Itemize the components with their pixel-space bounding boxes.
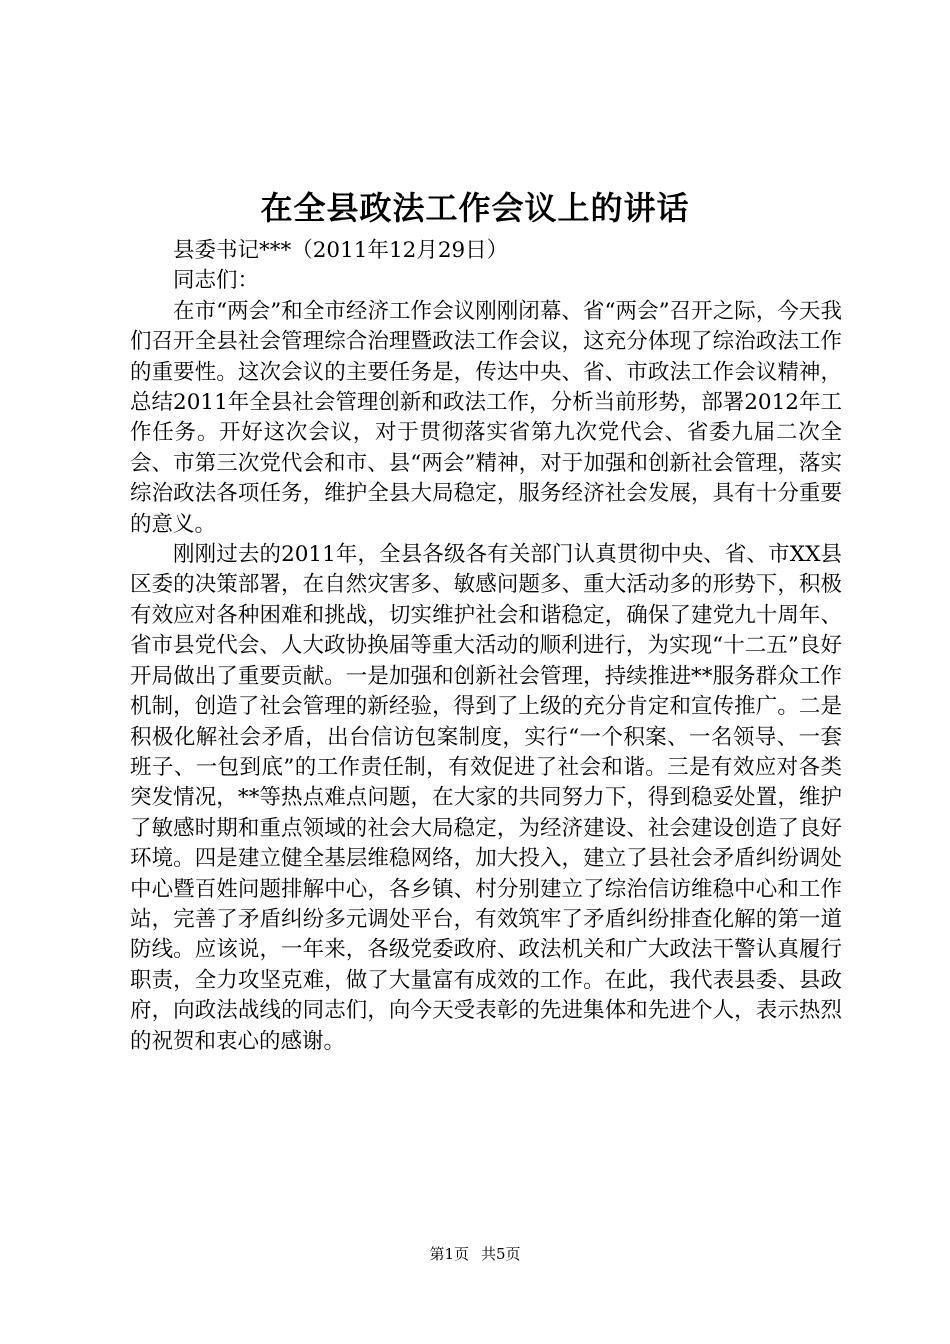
page-number: 第1页 <box>429 1245 469 1263</box>
byline: 县委书记***（2011年12月29日） <box>173 238 509 263</box>
document-body <box>130 236 842 1057</box>
page-footer <box>0 1244 950 1264</box>
salutation: 同志们： <box>173 268 260 294</box>
page-total: 共5页 <box>481 1245 521 1263</box>
paragraph-2: 刚刚过去的2011年，全县各级各有关部门认真贯彻中央、省、市XX县区委的决策部署，在自然灾害多、敏感问题多、重大活动多的形势下，积极有效应对各种困难和挑战，切实维护社会和谐稳定，确保了建党九十周年、省市县党代会、人大政协换届等重大活动的顺利进行，为实现“十二五”良好开局做出了重要贡献。一是加强和创新社会管理，持续推进**服务群众工作机制，创造了社会管理的新经验，得到了上级的充分肯定和宣传推广。二是积极化解社会矛盾，出台信访包案制度，实行“一个积案、一名领导、一套班子、一包到底”的工作责任制，有效促进了社会和谐。三是有效应对各类突发情况，**等热点难点问题，在大家的共同努力下，得到稳妥处置，维护了敏感时期和重点领域的社会大局稳定，为经济建设、社会建设创造了良好环境。四是建立健全基层维稳网络，加大投入，建立了县社会矛盾纠纷调处中心暨百姓问题排解中心，各乡镇、村分别建立了综治信访维稳中心和工作站，完善了矛盾纠纷多元调处平台，有效筑牢了矛盾纠纷排查化解的第一道防线。应该说，一年来，各级党委政府、政法机关和广大政法干警认真履行职责，全力攻坚克难，做了大量富有成效的工作。在此，我代表县委、县政府，向政法战线的同志们，向今天受表彰的先进集体和先进个人，表示热烈的祝贺和衷心的感谢。 <box>130 542 842 1054</box>
paragraph-1: 在市“两会”和全市经济工作会议刚刚闭幕、省“两会”召开之际，今天我们召开全县社会管理综合治理暨政法工作会议，这充分体现了综治政法工作的重要性。这次会议的主要任务是，传达中央、省、市政法工作会议精神，总结2011年全县社会管理创新和政法工作，分析当前形势，部署2012年工作任务。开好这次会议，对于贯彻落实省第九次党代会、省委九届二次全会、市第三次党代会和市、县“两会”精神，对于加强和创新社会管理，落实综治政法各项任务，维护全县大局稳定，服务经济社会发展，具有十分重要的意义。 <box>130 298 842 537</box>
document-title: 在全县政法工作会议上的讲话 <box>260 189 690 227</box>
